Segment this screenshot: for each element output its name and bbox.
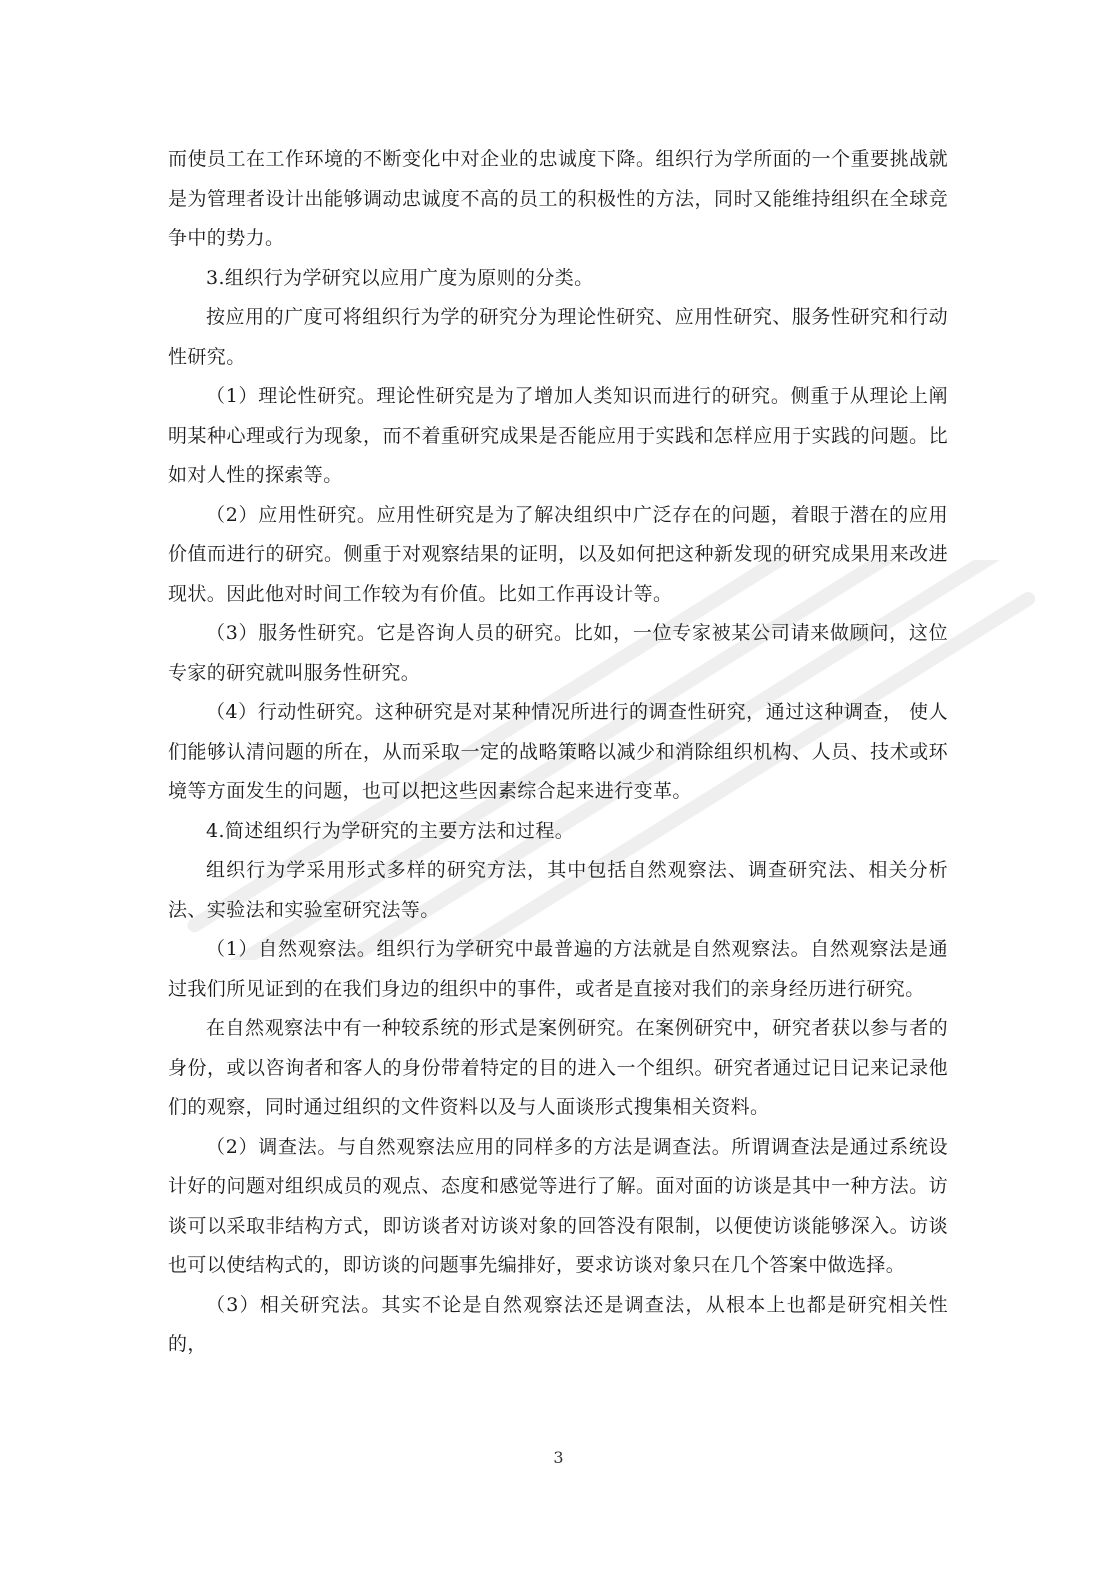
paragraph-11: （3）相关研究法。其实不论是自然观察法还是调查法，从根本上也都是研究相关性的， [168, 1293, 948, 1355]
body-text [168, 140, 948, 1365]
paragraph-4: （2）应用性研究。应用性研究是为了解决组织中广泛存在的问题，着眼于潜在的应用价值而进行的研究。侧重于对观察结果的证明，以及如何把这种新发现的研究成果用来改进现状。因此他对时间工作较为有价值。比如工作再设计等。 [168, 503, 948, 605]
page-number: 3 [553, 1448, 564, 1467]
paragraph-6: （4）行动性研究。这种研究是对某种情况所进行的调查性研究，通过这种调查， 使人们能够认清问题的所在，从而采取一定的战略策略以减少和消除组织机构、人员、技术或环境等方面发生的问题，也可以把这些因素综合起来进行变革。 [168, 701, 948, 802]
paragraph-5: （3）服务性研究。它是咨询人员的研究。比如，一位专家被某公司请来做顾问，这位专家的研究就叫服务性研究。 [168, 622, 948, 684]
paragraph-7: 组织行为学采用形式多样的研究方法，其中包括自然观察法、调查研究法、相关分析法、实验法和实验室研究法等。 [168, 859, 948, 921]
heading-3: 3.组织行为学研究以应用广度为原则的分类。 [206, 266, 594, 289]
paragraph-1: 而使员工在工作环境的不断变化中对企业的忠诚度下降。组织行为学所面的一个重要挑战就是为管理者设计出能够调动忠诚度不高的员工的积极性的方法，同时又能维持组织在全球竞争中的势力。 [168, 148, 948, 249]
paragraph-9: 在自然观察法中有一种较系统的形式是案例研究。在案例研究中，研究者获以参与者的身份，或以咨询者和客人的身份带着特定的目的进入一个组织。研究者通过记日记来记录他们的观察，同时通过组织的文件资料以及与人面谈形式搜集相关资料。 [168, 1017, 948, 1118]
paragraph-2: 按应用的广度可将组织行为学的研究分为理论性研究、应用性研究、服务性研究和行动性研究。 [168, 306, 948, 368]
paragraph-10: （2）调查法。与自然观察法应用的同样多的方法是调查法。所谓调查法是通过系统设计好的问题对组织成员的观点、态度和感觉等进行了解。面对面的访谈是其中一种方法。访谈可以采取非结构方式，即访谈者对访谈对象的回答没有限制，以便使访谈能够深入。访谈也可以使结构式的，即访谈的问题事先编排好，要求访谈对象只在几个答案中做选择。 [168, 1135, 948, 1276]
paragraph-3: （1）理论性研究。理论性研究是为了增加人类知识而进行的研究。侧重于从理论上阐明某种心理或行为现象，而不着重研究成果是否能应用于实践和怎样应用于实践的问题。比如对人性的探索等。 [168, 385, 948, 486]
paragraph-8: （1）自然观察法。组织行为学研究中最普遍的方法就是自然观察法。自然观察法是通过我们所见证到的在我们身边的组织中的事件，或者是直接对我们的亲身经历进行研究。 [168, 938, 948, 1000]
heading-4: 4.简述组织行为学研究的主要方法和过程。 [206, 819, 575, 842]
